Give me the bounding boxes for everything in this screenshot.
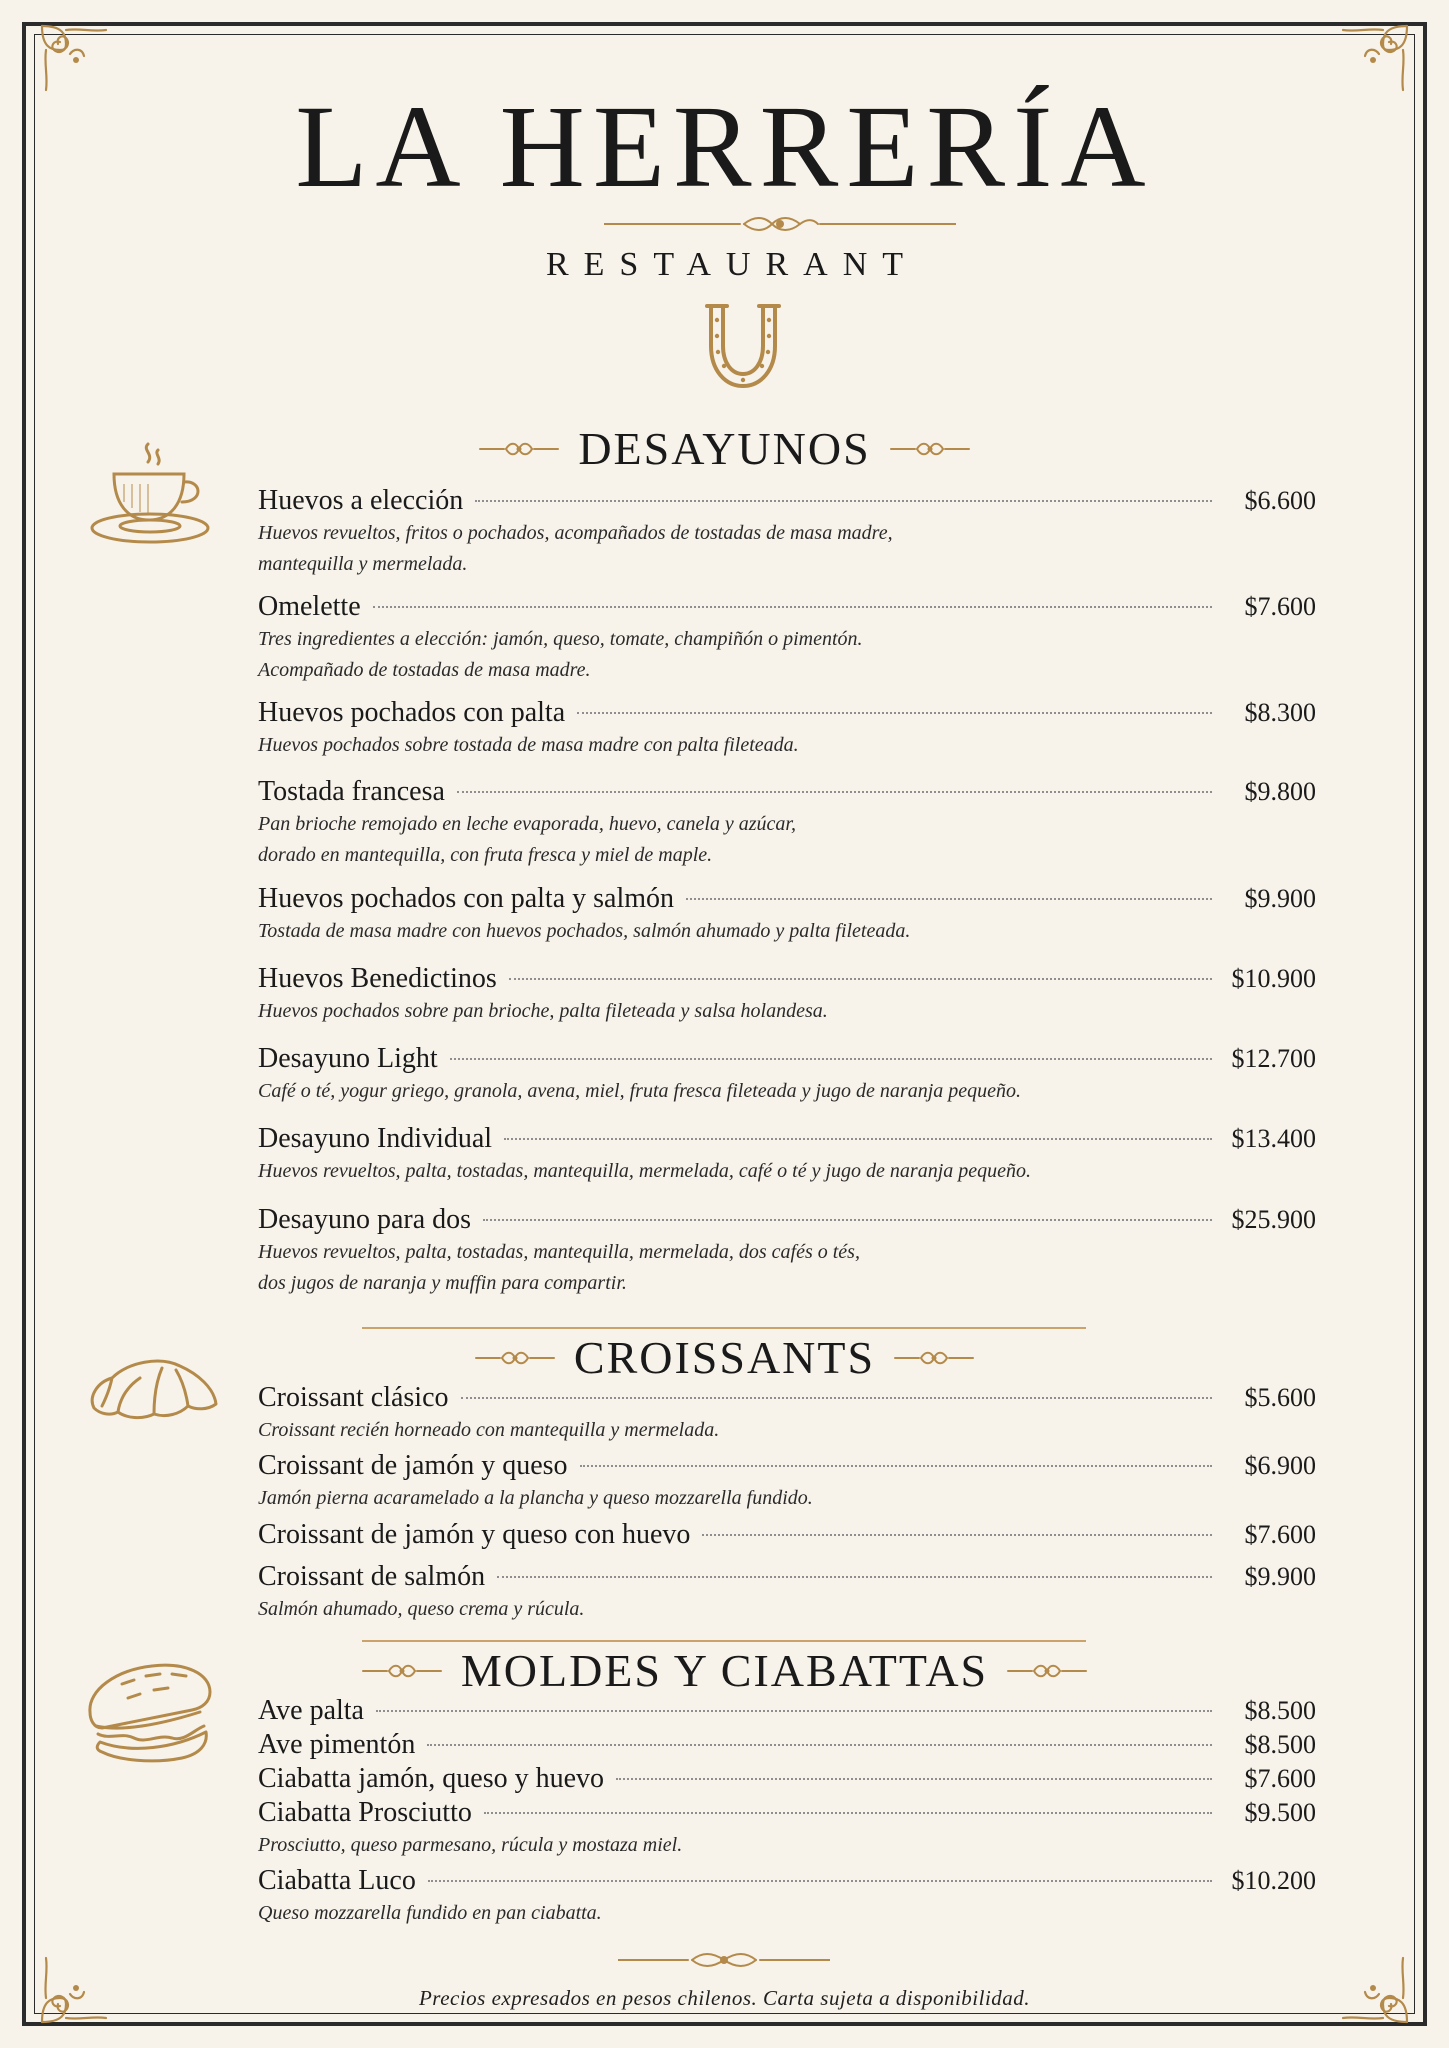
section-title: DESAYUNOS bbox=[578, 423, 871, 474]
dot-leader bbox=[577, 712, 1212, 714]
dot-leader bbox=[427, 1744, 1212, 1746]
item-name: Ciabatta Prosciutto bbox=[258, 1797, 472, 1828]
item-description: Huevos revueltos, fritos o pochados, acompañados de tostadas de masa madre, mantequilla y mermelada. bbox=[258, 522, 893, 575]
item-price: $12.700 bbox=[1231, 1044, 1316, 1073]
menu-item bbox=[258, 1560, 1316, 1625]
item-name: Desayuno Light bbox=[258, 1043, 438, 1074]
item-price: $9.800 bbox=[1244, 777, 1316, 806]
menu-item bbox=[258, 590, 1316, 686]
item-description: Tres ingredientes a elección: jamón, queso, tomate, champiñón o pimentón. Acompañado de tostadas de masa madre. bbox=[258, 628, 863, 681]
item-name: Ave pimentón bbox=[258, 1729, 416, 1760]
menu-item bbox=[258, 1449, 1316, 1514]
item-price: $13.400 bbox=[1231, 1124, 1316, 1153]
dot-leader bbox=[509, 978, 1212, 980]
item-price: $10.900 bbox=[1231, 964, 1316, 993]
dot-leader bbox=[616, 1778, 1212, 1780]
item-price: $25.900 bbox=[1231, 1205, 1316, 1234]
menu-item bbox=[258, 1042, 1316, 1107]
item-price: $5.600 bbox=[1244, 1383, 1316, 1412]
item-price: $7.600 bbox=[1244, 1520, 1316, 1549]
item-name: Huevos Benedictinos bbox=[258, 963, 497, 994]
divider-ornament-icon bbox=[1006, 1662, 1088, 1680]
dot-leader bbox=[686, 898, 1212, 900]
dot-leader bbox=[504, 1138, 1212, 1140]
item-price: $9.500 bbox=[1244, 1798, 1316, 1827]
item-price: $9.900 bbox=[1244, 1562, 1316, 1591]
dot-leader bbox=[428, 1880, 1212, 1882]
menu-item bbox=[258, 1694, 1316, 1728]
horseshoe-icon bbox=[697, 300, 789, 394]
item-name: Huevos a elección bbox=[258, 485, 464, 516]
menu-item bbox=[258, 484, 1316, 580]
dot-leader bbox=[450, 1058, 1212, 1060]
coffee-cup-icon bbox=[84, 440, 220, 550]
item-name: Omelette bbox=[258, 591, 361, 622]
item-description: Huevos revueltos, palta, tostadas, mantequilla, mermelada, dos cafés o tés, dos jugos de naranja y muffin para compartir. bbox=[258, 1241, 860, 1294]
item-name: Desayuno para dos bbox=[258, 1204, 472, 1235]
section-title: MOLDES Y CIABATTAS bbox=[460, 1645, 989, 1696]
section-rule bbox=[362, 1640, 1086, 1642]
menu-item bbox=[258, 1796, 1316, 1861]
divider-ornament-icon bbox=[474, 1349, 556, 1367]
dot-leader bbox=[702, 1534, 1212, 1536]
section-title: CROISSANTS bbox=[573, 1332, 876, 1383]
item-name: Croissant clásico bbox=[258, 1382, 449, 1413]
item-description: Tostada de masa madre con huevos pochados, salmón ahumado y palta fileteada. bbox=[258, 920, 911, 942]
item-name: Desayuno Individual bbox=[258, 1123, 493, 1154]
menu-item bbox=[258, 1518, 1316, 1552]
menu-item bbox=[258, 1762, 1316, 1796]
menu-item bbox=[258, 882, 1316, 947]
item-price: $7.600 bbox=[1244, 1764, 1316, 1793]
item-name: Huevos pochados con palta y salmón bbox=[258, 883, 675, 914]
dot-leader bbox=[475, 500, 1212, 502]
footer-note: Precios expresados en pesos chilenos. Carta sujeta a disponibilidad. bbox=[418, 1986, 1031, 2010]
dot-leader bbox=[483, 1219, 1212, 1221]
menu-item bbox=[258, 775, 1316, 871]
item-description: Queso mozzarella fundido en pan ciabatta. bbox=[258, 1902, 602, 1924]
divider-ornament-icon bbox=[893, 1349, 975, 1367]
item-name: Ciabatta jamón, queso y huevo bbox=[258, 1763, 605, 1794]
item-name: Ciabatta Luco bbox=[258, 1865, 416, 1896]
restaurant-subtitle: RESTAURANT bbox=[545, 246, 919, 283]
item-price: $6.600 bbox=[1244, 486, 1316, 515]
menu-item bbox=[258, 1381, 1316, 1446]
divider-ornament-icon bbox=[604, 212, 956, 236]
divider-ornament-icon bbox=[618, 1948, 830, 1972]
section-rule bbox=[362, 1327, 1086, 1329]
croissant-icon bbox=[84, 1348, 224, 1428]
menu-item bbox=[258, 1728, 1316, 1762]
item-price: $9.900 bbox=[1244, 884, 1316, 913]
menu-item bbox=[258, 696, 1316, 761]
item-name: Huevos pochados con palta bbox=[258, 697, 566, 728]
menu-item bbox=[258, 962, 1316, 1027]
item-name: Tostada francesa bbox=[258, 776, 445, 807]
item-name: Croissant de salmón bbox=[258, 1561, 486, 1592]
item-description: Jamón pierna acaramelado a la plancha y queso mozzarella fundido. bbox=[258, 1487, 813, 1509]
item-price: $6.900 bbox=[1244, 1451, 1316, 1480]
menu-item bbox=[258, 1864, 1316, 1929]
divider-ornament-icon bbox=[889, 440, 971, 458]
menu-item bbox=[258, 1203, 1316, 1299]
item-price: $10.200 bbox=[1231, 1866, 1316, 1895]
item-price: $8.500 bbox=[1244, 1730, 1316, 1759]
item-description: Prosciutto, queso parmesano, rúcula y mostaza miel. bbox=[258, 1834, 683, 1856]
item-description: Pan brioche remojado en leche evaporada, huevo, canela y azúcar, dorado en mantequilla, con fruta fresca y miel de maple. bbox=[258, 813, 796, 866]
divider-ornament-icon bbox=[361, 1662, 443, 1680]
dot-leader bbox=[484, 1812, 1212, 1814]
dot-leader bbox=[376, 1710, 1212, 1712]
dot-leader bbox=[580, 1465, 1212, 1467]
item-description: Café o té, yogur griego, granola, avena, miel, fruta fresca fileteada y jugo de naranja pequeño. bbox=[258, 1080, 1022, 1102]
item-description: Salmón ahumado, queso crema y rúcula. bbox=[258, 1598, 585, 1620]
restaurant-title: LA HERRERÍA bbox=[295, 81, 1154, 212]
item-name: Croissant de jamón y queso bbox=[258, 1450, 568, 1481]
dot-leader bbox=[461, 1397, 1212, 1399]
menu-item bbox=[258, 1122, 1316, 1187]
item-name: Ave palta bbox=[258, 1695, 364, 1726]
dot-leader bbox=[497, 1576, 1212, 1578]
item-description: Huevos revueltos, palta, tostadas, mantequilla, mermelada, café o té y jugo de naranja pequeño. bbox=[258, 1160, 1032, 1182]
dot-leader bbox=[457, 791, 1212, 793]
dot-leader bbox=[373, 606, 1212, 608]
sandwich-icon bbox=[82, 1656, 218, 1768]
item-description: Huevos pochados sobre pan brioche, palta fileteada y salsa holandesa. bbox=[258, 1000, 828, 1022]
item-description: Huevos pochados sobre tostada de masa madre con palta fileteada. bbox=[258, 734, 799, 756]
item-price: $7.600 bbox=[1244, 592, 1316, 621]
item-name: Croissant de jamón y queso con huevo bbox=[258, 1519, 691, 1550]
item-description: Croissant recién horneado con mantequilla y mermelada. bbox=[258, 1419, 720, 1441]
item-price: $8.500 bbox=[1244, 1696, 1316, 1725]
item-price: $8.300 bbox=[1244, 698, 1316, 727]
divider-ornament-icon bbox=[478, 440, 560, 458]
